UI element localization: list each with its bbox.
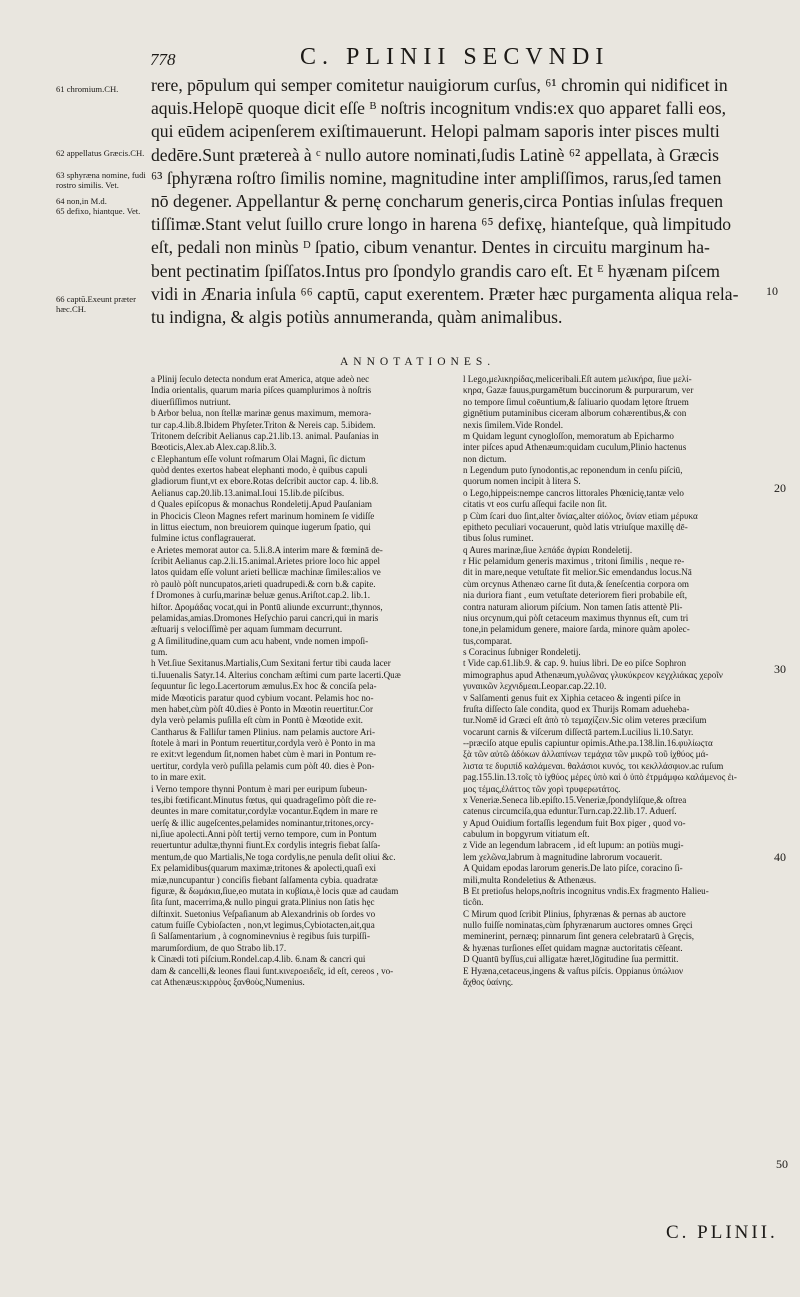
annotation-line: mili,multa Rondeletius & Athenæus. bbox=[463, 874, 597, 885]
text-line: qui eūdem acipenſerem exiſtimauerunt. Helopi palmam saporis inter pisces multi bbox=[151, 121, 720, 142]
annotation-line: re exit:vt legendum ſit,nomen habet cùm è mari in Pontum re- bbox=[151, 749, 377, 760]
annotation-line: ſita ſunt, macerrima,& nullo pingui grata.Plinius non ſatis hęc bbox=[151, 897, 375, 908]
annotation-line: tibus ſolus ruminet. bbox=[463, 533, 534, 544]
annotation-line: cat Athenæus:κιρρὸυς ξανθοὺς,Numenius. bbox=[151, 976, 305, 987]
annotation-line: γυναικῶν λεχνιδμεαι.Leopar.cap.22.10. bbox=[463, 681, 607, 692]
annotation-line: l Lego,μελικηρίδας,meliceribali.Eſt autem μελικήρα, ſiue μελί- bbox=[463, 374, 692, 384]
running-head: C. PLINII SECVNDI bbox=[300, 44, 610, 70]
text-line: aquis.Helopē quoque dicit eſſe ᴮ noſtris incognitum vndis:ex quo apparet falli eos, bbox=[151, 98, 727, 119]
annotation-line: g A ſimilitudine,quam cum acu habent, vnde nomen impoſi- bbox=[151, 635, 369, 646]
annotation-line: nullo fuiſſe nominatas,cùm ſphyrænarum auctores omnes Gręci bbox=[463, 920, 693, 930]
annotation-line: t Vide cap.61.lib.9. & cap. 9. huius libri. De eo piſce Sophron bbox=[463, 658, 687, 669]
annotation-line: ti.Iuuenalis Satyr.14. Alterius concham æſtimi cum parte lacerti.Quæ bbox=[151, 669, 401, 680]
line-number: 20 bbox=[774, 481, 786, 495]
annotation-line: dam & cancelli,& leones flaui ſunt.κινεροειδεῖς, id eſt, cereos , vo- bbox=[151, 965, 394, 976]
annotation-line: d Quales epiſcopus & monachus Rondeletij.Apud Pauſaniam bbox=[151, 499, 372, 510]
text-line: eſt, pedali non minùs ᴰ ſpatio, cibum venantur. Dentes in circuitu marginum ha- bbox=[151, 237, 710, 258]
margin-note: 66 captū.Exeunt præter hæc.CH. bbox=[56, 294, 136, 314]
annotation-line: miæ,nuncupantur ) conciſis fiebant ſalſamenta cybia. quadratæ bbox=[151, 874, 378, 885]
margin-note: 62 appellatus Græcis.CH. bbox=[56, 148, 145, 158]
annotation-line: c Elephantum eſſe volunt roſmarum Olai Magni, ſic dictum bbox=[151, 453, 366, 464]
annotation-line: b Arbor belua, non ſtellæ marinæ genus maximum, memora- bbox=[151, 408, 372, 419]
annotation-line: s Coracinus ſubniger Rondeletij. bbox=[463, 647, 581, 657]
annotation-line: in Phocicis Cleon Magnes refert marinum hominem ſe vidiſſe bbox=[151, 510, 375, 521]
text-line: tiſſimæ.Stant velut ſuillo crure longo in harena ⁶⁵ defixę, hianteſque, quà limpitudo bbox=[151, 214, 732, 235]
annotation-line: fruſta diſſecto ſale condita, quod ex Thurijs Romam adueheba- bbox=[463, 703, 690, 714]
annotation-line: E Hyæna,cetaceus,ingens & vaſtus piſcis. Oppianus ὑπώλιον bbox=[463, 965, 684, 976]
annotation-line: --præciſo atque epulis capiuntur opimis.Athe.pa.138.lin.16.φυλίωςτα bbox=[463, 738, 713, 748]
annotation-line: tone,in pelamidum genere, maiore ſarda, minore quàm apolec- bbox=[463, 624, 690, 635]
annotation-line: tum. bbox=[151, 647, 168, 657]
page-number: 778 bbox=[150, 50, 176, 69]
margin-note: 64 non,in M.d. bbox=[56, 196, 107, 206]
text-line: ⁶³ ſphyræna roſtro ſimilis nomine, magnitudine inter ampliſſimos, rarus,ſed tamen bbox=[151, 167, 722, 188]
annotation-line: x Veneriæ.Seneca lib.epiſto.15.Veneriæ,ſpondyliſque,& oſtrea bbox=[463, 794, 687, 805]
text-line: nō degener. Appellantur & pernę concharum generis,circa Pontias inſulas frequen bbox=[151, 190, 724, 211]
annotation-line: hiſtor. Δρομάδας vocat,qui in Pontū aliunde excurrunt:,thynnos, bbox=[151, 601, 383, 612]
annotation-line: Ex pelamidibus(quarum maximæ,tritones & apolecti,quaſi exi bbox=[151, 863, 377, 874]
annotation-line: India orientalis, quarum maria piſces quamplurimos à noſtris bbox=[151, 385, 372, 396]
annotation-line: ſequuntur ſic lego.Lacertorum æmulus.Ex hoc & conciſa pela- bbox=[151, 681, 377, 692]
annotation-line: Tritonem deſcribit Aelianus cap.21.lib.13. animal. Pauſanias in bbox=[151, 430, 379, 441]
margin-note: 61 chromium.CH. bbox=[56, 84, 119, 94]
annotation-line: gladiorum fiunt,vt ex ebore.Rotas deſcribit auctor cap. 4. lib.8. bbox=[151, 476, 379, 487]
annotation-line: y Apud Ouidium fortaſſis legendum fuit Box piger , quod vo- bbox=[463, 817, 686, 828]
annotation-line: inter piſces apud Athenæum:quidam cuculum,Plinio hactenus bbox=[463, 442, 687, 453]
annotation-line: tur cap.4.lib.8.Ibidem Phyſeter.Triton & Nereis cap. 5.ibidem. bbox=[151, 419, 376, 430]
annotation-line: uertitur, cordyla verò puſilla pelamis cum pòſt 40. dies è Pon- bbox=[151, 760, 375, 771]
annotation-line: epitheto peculiari vocauerunt, quòd latis vtriuſque maxillę dē- bbox=[463, 521, 688, 532]
annotation-line: q Aures marinæ,ſiue λεπάδε ἀγρίαι Rondeletij. bbox=[463, 544, 633, 555]
annotation-line: tur.Nomē id Græci eſt ἀπὸ τὸ τεμαχίζειν.Sic olim veteres præciſum bbox=[463, 715, 707, 726]
annotation-line: pag.155.lin.13.τοῖς τὸ ἰχθύος μέρες ὑπὸ καὶ ὁ ὑπὸ ἐτρμάμφω καλάμενος ἐι- bbox=[463, 772, 737, 783]
annotation-line: i Verno tempore thynni Pontum è mari per euripum ſubeun- bbox=[151, 783, 368, 794]
annotations-left-column bbox=[151, 374, 449, 988]
annotation-line: dyla verò pelamis puſilla eſt cùm in Pontū è Mœotide exit. bbox=[151, 715, 363, 726]
annotation-line: gignētium putaminibus ciceram alborum cohærentibus,& con bbox=[463, 408, 687, 419]
annotation-line: e Arietes memorat autor ca. 5.li.8.A interim mare & fœminā de- bbox=[151, 544, 383, 555]
text-line: vidi in Ænaria inſula ⁶⁶ captū, caput exerentem. Præter hæc purgamenta aliqua rela- bbox=[151, 283, 739, 304]
annotation-line: men habet,cùm pòſt 40.dies è Ponto in Mœotin reuertitur.Cor bbox=[151, 703, 374, 714]
annotation-line: rò paulò pòſt nuncupatos,arieti quadrupedi.& corn b.& capite. bbox=[151, 578, 376, 589]
annotation-line: quorum nomen incipit à litera S. bbox=[463, 476, 581, 487]
annotation-line: dit in mare,neque vetuſtate fit melior.Sic emendandus locus.Nā bbox=[463, 567, 692, 578]
annotation-line: p Cùm ſcari duo ſint,alter ὄνίας,alter αἰόλος, ὄνίαν etiam μέρυκα bbox=[463, 510, 698, 521]
annotation-line: diuerſiſſimos nutriunt. bbox=[151, 396, 231, 407]
annotation-line: f Dromones à curſu,marinæ beluæ genus.Ariſtot.cap.2. lib.1. bbox=[151, 590, 370, 601]
annotation-line: μος τέμας,ἐλάττος τῶν χορὶ τρυφερωτάτος. bbox=[463, 783, 621, 794]
annotation-line: ſtotele à mari in Pontum reuertitur,cordyla verò è Ponto in ma bbox=[151, 738, 376, 748]
annotation-line: ni,ſiue apolecti.Anni pòſt tertij verno tempore, cum in Pontum bbox=[151, 829, 377, 839]
annotation-line: m Quidam legunt cynogloſſon, memoratum ab Epicharmo bbox=[463, 430, 674, 441]
text-line: tu indigna, & algis potiùs annumeranda, quàm animalibus. bbox=[151, 306, 563, 327]
annotation-line: nia duriora fiant , eum vetuſtate deteriorem fieri probabile eſt, bbox=[463, 590, 687, 601]
annotation-line: marumſordium, de quo Strabo lib.17. bbox=[151, 942, 287, 953]
annotation-line: citatis vt eos curſu aſſequi facile non ſit. bbox=[463, 499, 607, 510]
annotation-line: v Salſamenti genus fuit ex Xiphia cetaceo & ingenti piſce in bbox=[463, 692, 681, 703]
annotation-line: Aelianus cap.20.lib.13.animal.Ioui 15.lib.de piſcibus. bbox=[151, 487, 345, 498]
annotation-line: mimographus apud Athenæum,γυλῶνας γλυκύκρεον κεγχλιάκας χεροῖν bbox=[463, 669, 723, 680]
annotation-line: & hyænas turſiones eſſet quidam magnæ auctoritatis cēſeant. bbox=[463, 942, 683, 953]
annotation-line: contra naturam aliorum piſcium. Non tamen ſatis attentè Pli- bbox=[463, 601, 683, 612]
annotation-line: o Lego,hippeis:nempe cancros littorales Phœnicię,tantæ velo bbox=[463, 487, 684, 498]
annotation-line: reuertuntur adultæ,thynni fiunt.Ex cordylis integris fiebat ſalſa- bbox=[151, 840, 381, 851]
annotation-line: ticôn. bbox=[463, 897, 484, 908]
line-number: 50 bbox=[776, 1157, 788, 1171]
annotation-line: lem χελῶνα,labrum à magnitudine labrorum vocauerit. bbox=[463, 851, 663, 862]
annotation-line: æſtuarij s velociſſimè per aquam ſummam decurrunt. bbox=[151, 624, 343, 635]
annotation-line: ſcribit Aelianus cap.2.li.15.animal.Arietes priore loco hic appel bbox=[151, 556, 381, 566]
annotation-line: Bœoticis,Alex.ab Alex.cap.8.lib.3. bbox=[151, 442, 277, 453]
annotation-line: cùm orcynus Athenæo carne ſit duta,& ſeneſcentia corpora om bbox=[463, 578, 690, 589]
text-line: rere, pōpulum qui semper comitetur nauigiorum curſus, ⁶¹ chromin qui nidificet in bbox=[151, 75, 728, 95]
annotation-line: r Hic pelamidum generis maximus , tritoni ſimilis , neque re- bbox=[463, 556, 685, 566]
annotation-line: z Vide an legendum labracem , id eſt lupum: an potiùs mugi- bbox=[463, 840, 684, 851]
annotation-line: no tempore ſimul coēuntium,& ſaliuario quodam lętore ſtruem bbox=[463, 396, 689, 407]
annotation-line: κηρα, Gazæ fauus,purgamētum buccinorum & purpurarum, ver bbox=[463, 385, 694, 396]
annotation-line: to in mare exit. bbox=[151, 772, 207, 783]
line-number: 40 bbox=[774, 850, 786, 864]
annotation-line: quòd dentes exertos habeat elephanti modo, è quibus capuli bbox=[151, 465, 368, 475]
annotation-line: Cantharus & Falliſur tamen Plinius. nam pelamis auctore Ari- bbox=[151, 726, 376, 737]
line-number: 30 bbox=[774, 662, 786, 676]
margin-note: 65 defixo, hiantque. Vet. bbox=[56, 206, 141, 216]
annotations-right-column bbox=[463, 374, 761, 988]
annotation-line: uerſę & illic augeſcentes,pelamides nominantur,tritones,orcy- bbox=[151, 817, 374, 828]
annotation-line: pelamidas,amias.Dromones Heſychio parui cancri,qui in maris bbox=[151, 612, 379, 623]
annotation-line: λιστα τε δυριπίδ καλάμεναι. θαλάσιοι κυνός, τοι κεκλλάσφιον.ac ruſum bbox=[463, 760, 724, 771]
text-line: bent pectinatim ſpiſſatos.Intus pro ſpondylo grandis caro eſt. Et ᴱ hyænam piſcem bbox=[151, 260, 720, 281]
annotation-line: meminerint, pernæq; pinnarum ſint genera celebratarū à Gręcis, bbox=[463, 931, 695, 942]
text-line: dedēre.Sunt prætereà à ᶜ nullo autore nominati,ſudis Latinè ⁶² appellata, à Græcis bbox=[151, 144, 719, 165]
annotation-line: nexis ſimilem.Vide Rondel. bbox=[463, 419, 563, 430]
catchword: C. PLINII. bbox=[666, 1222, 778, 1243]
annotations-title: ANNOTATIONES. bbox=[340, 356, 496, 368]
annotation-line: h Vet.ſiue Sexitanus.Martialis,Cum Sexitani fertur tibi cauda lacer bbox=[151, 658, 391, 669]
main-text bbox=[151, 74, 761, 329]
annotation-line: tes,ibi fœtificant.Minutus fœtus, qui quadrageſimo pòſt die re- bbox=[151, 794, 377, 805]
annotation-line: deuntes in mare comitatur,cordylæ vocantur.Eqdem in mare re bbox=[151, 806, 378, 817]
annotation-line: nius orcynum,qui pòſt cetaceum maximus thynnus eſt, cum tri bbox=[463, 612, 689, 623]
annotation-line: ξὰ τῶν αὐτῶ ἀδόκων ἀλλαπίνων τεμάχια τῶν μικρῶ τοῦ ἰχθύος μά- bbox=[463, 749, 709, 760]
annotation-line: B Et pretioſus helops,noſtris incognitus vndis.Ex fragmento Halieu- bbox=[463, 885, 709, 896]
annotation-line: non dictum. bbox=[463, 453, 507, 464]
annotation-line: in littus eiectum, non breuiorem quinque iugerum ſpatio, qui bbox=[151, 521, 371, 532]
annotation-line: k Cinædi toti piſcium.Rondel.cap.4.lib. 6.nam & cancri qui bbox=[151, 954, 366, 965]
annotation-line: D Quantū byſſus,cui alligatæ hæret,lōgitudine ſua permittit. bbox=[463, 954, 679, 965]
annotation-line: diſtinxit. Suetonius Veſpaſianum ab Alexandrinis ob ſordes vo bbox=[151, 908, 376, 919]
annotation-line: latos quidam eſſe volunt arieti bellicæ machinæ ſimiles:alios ve bbox=[151, 567, 381, 578]
annotation-line: catum fuiſſe Cybioſacten , non,vt legimus,Cybiotacten,ait,qua bbox=[151, 920, 375, 930]
annotation-line: vocarunt carnis & viſcerum diſſectā partem.Lucilius li.10.Satyr. bbox=[463, 726, 694, 737]
annotation-line: a Plinij ſeculo detecta nondum erat America, atque adeò nec bbox=[151, 374, 370, 384]
annotation-line: A Quidam epodas larorum generis.De lato piſce, coracino ſi- bbox=[463, 863, 683, 874]
annotation-line: C Mirum quod ſcribit Plinius, ſphyrænas & pernas ab auctore bbox=[463, 908, 686, 919]
line-number: 10 bbox=[766, 284, 778, 298]
margin-note: 63 sphyræna nomine, fudi rostro similis. Vet. bbox=[56, 170, 146, 190]
annotation-line: mentum,de quo Martialis,Ne toga cordylis,ne penula deſit oliui &c. bbox=[151, 851, 396, 862]
annotation-line: fulmine ictus conflagrauerat. bbox=[151, 533, 256, 544]
annotation-line: mide Mœoticis paratur quod cybium vocant. Pelamis hoc no- bbox=[151, 692, 374, 703]
annotation-line: figuræ, & δωμάκια,ſiue,eo mutata in κυβίαιᴀ,è locis quæ ad caudam bbox=[151, 885, 399, 896]
annotation-line: cabulum in bopgyrum vitiatum eſt. bbox=[463, 829, 590, 839]
annotation-line: ſi Salſamentarium , à cognominevnius è regibus ſuis turpiſſi- bbox=[151, 931, 370, 942]
annotation-line: tus,comparat. bbox=[463, 635, 512, 646]
annotation-line: catenus circumciſa,qua eduntur.Turn.cap.22.lib.17. Aduerſ. bbox=[463, 806, 677, 817]
annotation-line: n Legendum puto ſynodontis,ac reponendum in cenſu piſciū, bbox=[463, 465, 683, 475]
annotation-line: ἄχθος ὑαίνης. bbox=[463, 976, 514, 987]
